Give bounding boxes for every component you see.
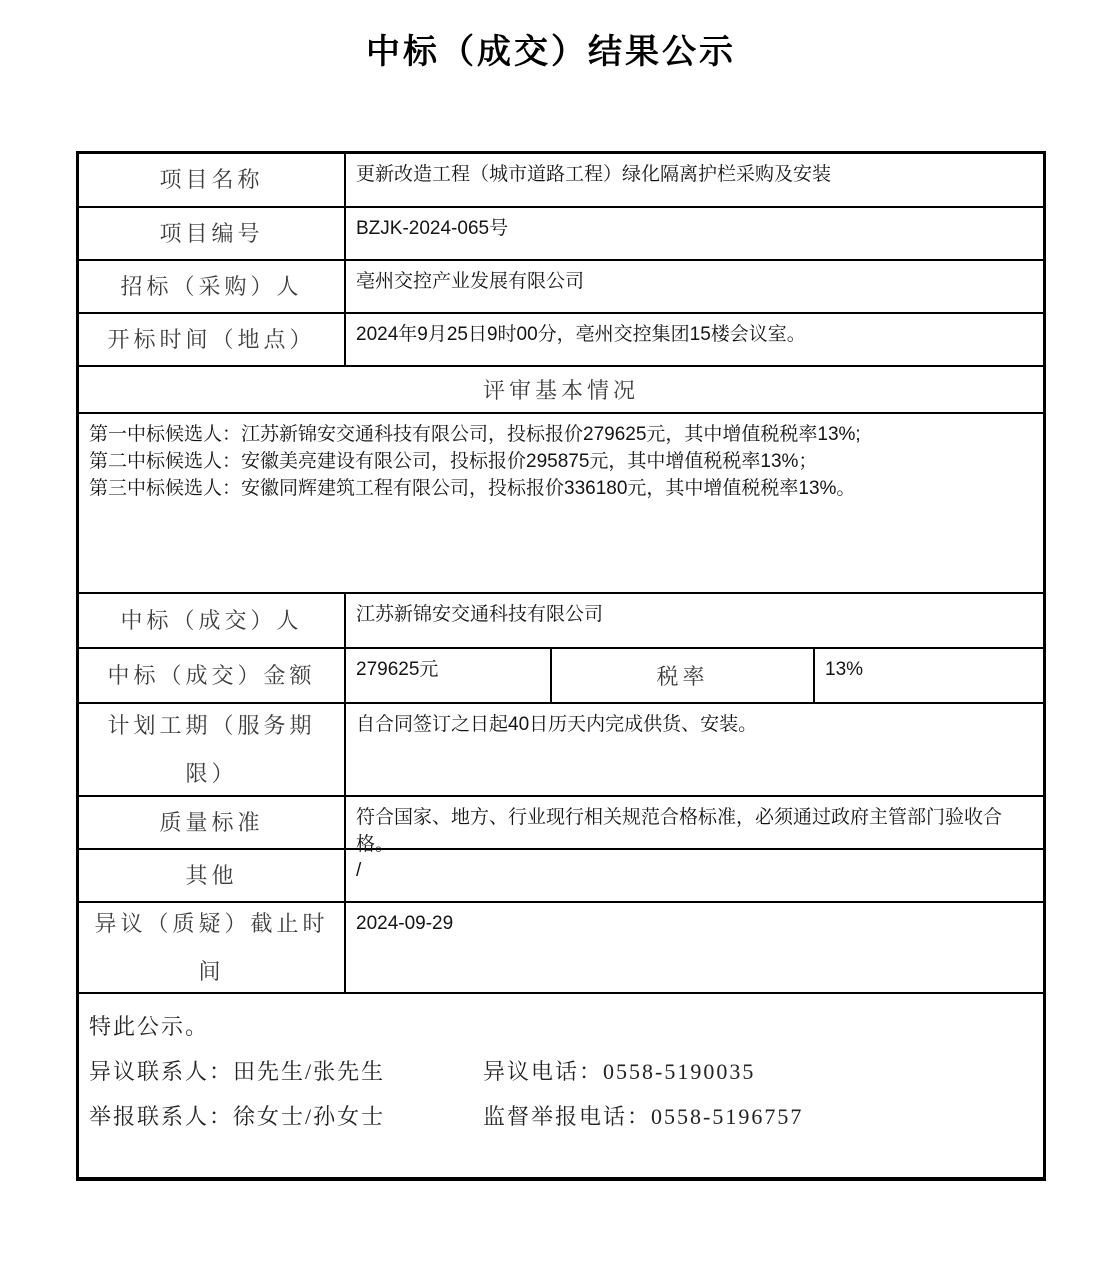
- objection-phone: 异议电话：0558-5190035: [483, 1059, 756, 1084]
- table-row-amount: [79, 647, 1043, 702]
- row-value: 江苏新锦安交通科技有限公司: [356, 604, 604, 625]
- contact-line: [89, 1094, 1033, 1139]
- candidate-line: 第一中标候选人：江苏新锦安交通科技有限公司，投标报价279625元，其中增值税税率13%;: [89, 424, 861, 445]
- report-contact: 举报联系人：徐女士/孙女士: [89, 1104, 386, 1129]
- announcement-table: [76, 151, 1046, 1181]
- table-row-bid-opening: [79, 312, 1043, 365]
- row-value: 2024-09-29: [356, 913, 454, 934]
- row-value: 更新改造工程（城市道路工程）绿化隔离护栏采购及安装: [356, 164, 832, 185]
- row-label: 招标（采购）人: [79, 261, 346, 312]
- candidate-line: 第三中标候选人：安徽同辉建筑工程有限公司，投标报价336180元，其中增值税税率13%。: [89, 478, 856, 499]
- table-row-purchaser: [79, 259, 1043, 312]
- notice-row: [79, 992, 1043, 1177]
- row-value: 自合同签订之日起40日历天内完成供货、安装。: [356, 714, 758, 735]
- notice-closing: 特此公示。: [89, 1014, 210, 1039]
- amount-value: 279625元: [346, 649, 552, 702]
- row-value: 亳州交控产业发展有限公司: [356, 271, 585, 292]
- report-phone: 监督举报电话：0558-5196757: [483, 1104, 804, 1129]
- row-label: 异议（质疑）截止时间: [79, 903, 346, 992]
- contact-line: [89, 1049, 1033, 1094]
- row-label: 质量标准: [79, 797, 346, 848]
- notice-block: [79, 994, 1043, 1177]
- objection-contact: 异议联系人：田先生/张先生: [89, 1059, 386, 1084]
- table-row-objection-deadline: [79, 901, 1043, 992]
- review-body-row: [79, 412, 1043, 592]
- row-value: 2024年9月25日9时00分，亳州交控集团15楼会议室。: [356, 324, 806, 345]
- tax-rate-value: 13%: [825, 659, 864, 680]
- review-candidates: [79, 414, 1043, 592]
- row-label: 中标（成交）人: [79, 594, 346, 647]
- row-label: 计划工期（服务期限）: [79, 704, 346, 795]
- table-row-other: [79, 848, 1043, 901]
- row-value: /: [356, 860, 362, 881]
- candidate-line: 第二中标候选人：安徽美亮建设有限公司，投标报价295875元，其中增值税税率13%；: [89, 451, 818, 472]
- announcement-document: [0, 24, 1102, 1264]
- row-label: 项目编号: [79, 208, 346, 259]
- tax-rate-label: 税率: [552, 649, 815, 702]
- row-label: 项目名称: [79, 154, 346, 206]
- table-row-project-name: [79, 154, 1043, 206]
- table-row-winner: [79, 592, 1043, 647]
- row-value: BZJK-2024-065号: [356, 218, 509, 239]
- page-title: 中标（成交）结果公示: [366, 34, 736, 71]
- table-row-schedule: [79, 702, 1043, 795]
- row-value: 符合国家、地方、行业现行相关规范合格标准，必须通过政府主管部门验收合格。: [356, 807, 1003, 855]
- table-row-quality: [79, 795, 1043, 855]
- row-label: 开标时间（地点）: [79, 314, 346, 365]
- review-header: 评审基本情况: [482, 378, 639, 403]
- table-row-project-number: [79, 206, 1043, 259]
- review-header-row: [79, 365, 1043, 412]
- row-label: 中标（成交）金额: [79, 649, 346, 702]
- row-label: 其他: [79, 850, 346, 901]
